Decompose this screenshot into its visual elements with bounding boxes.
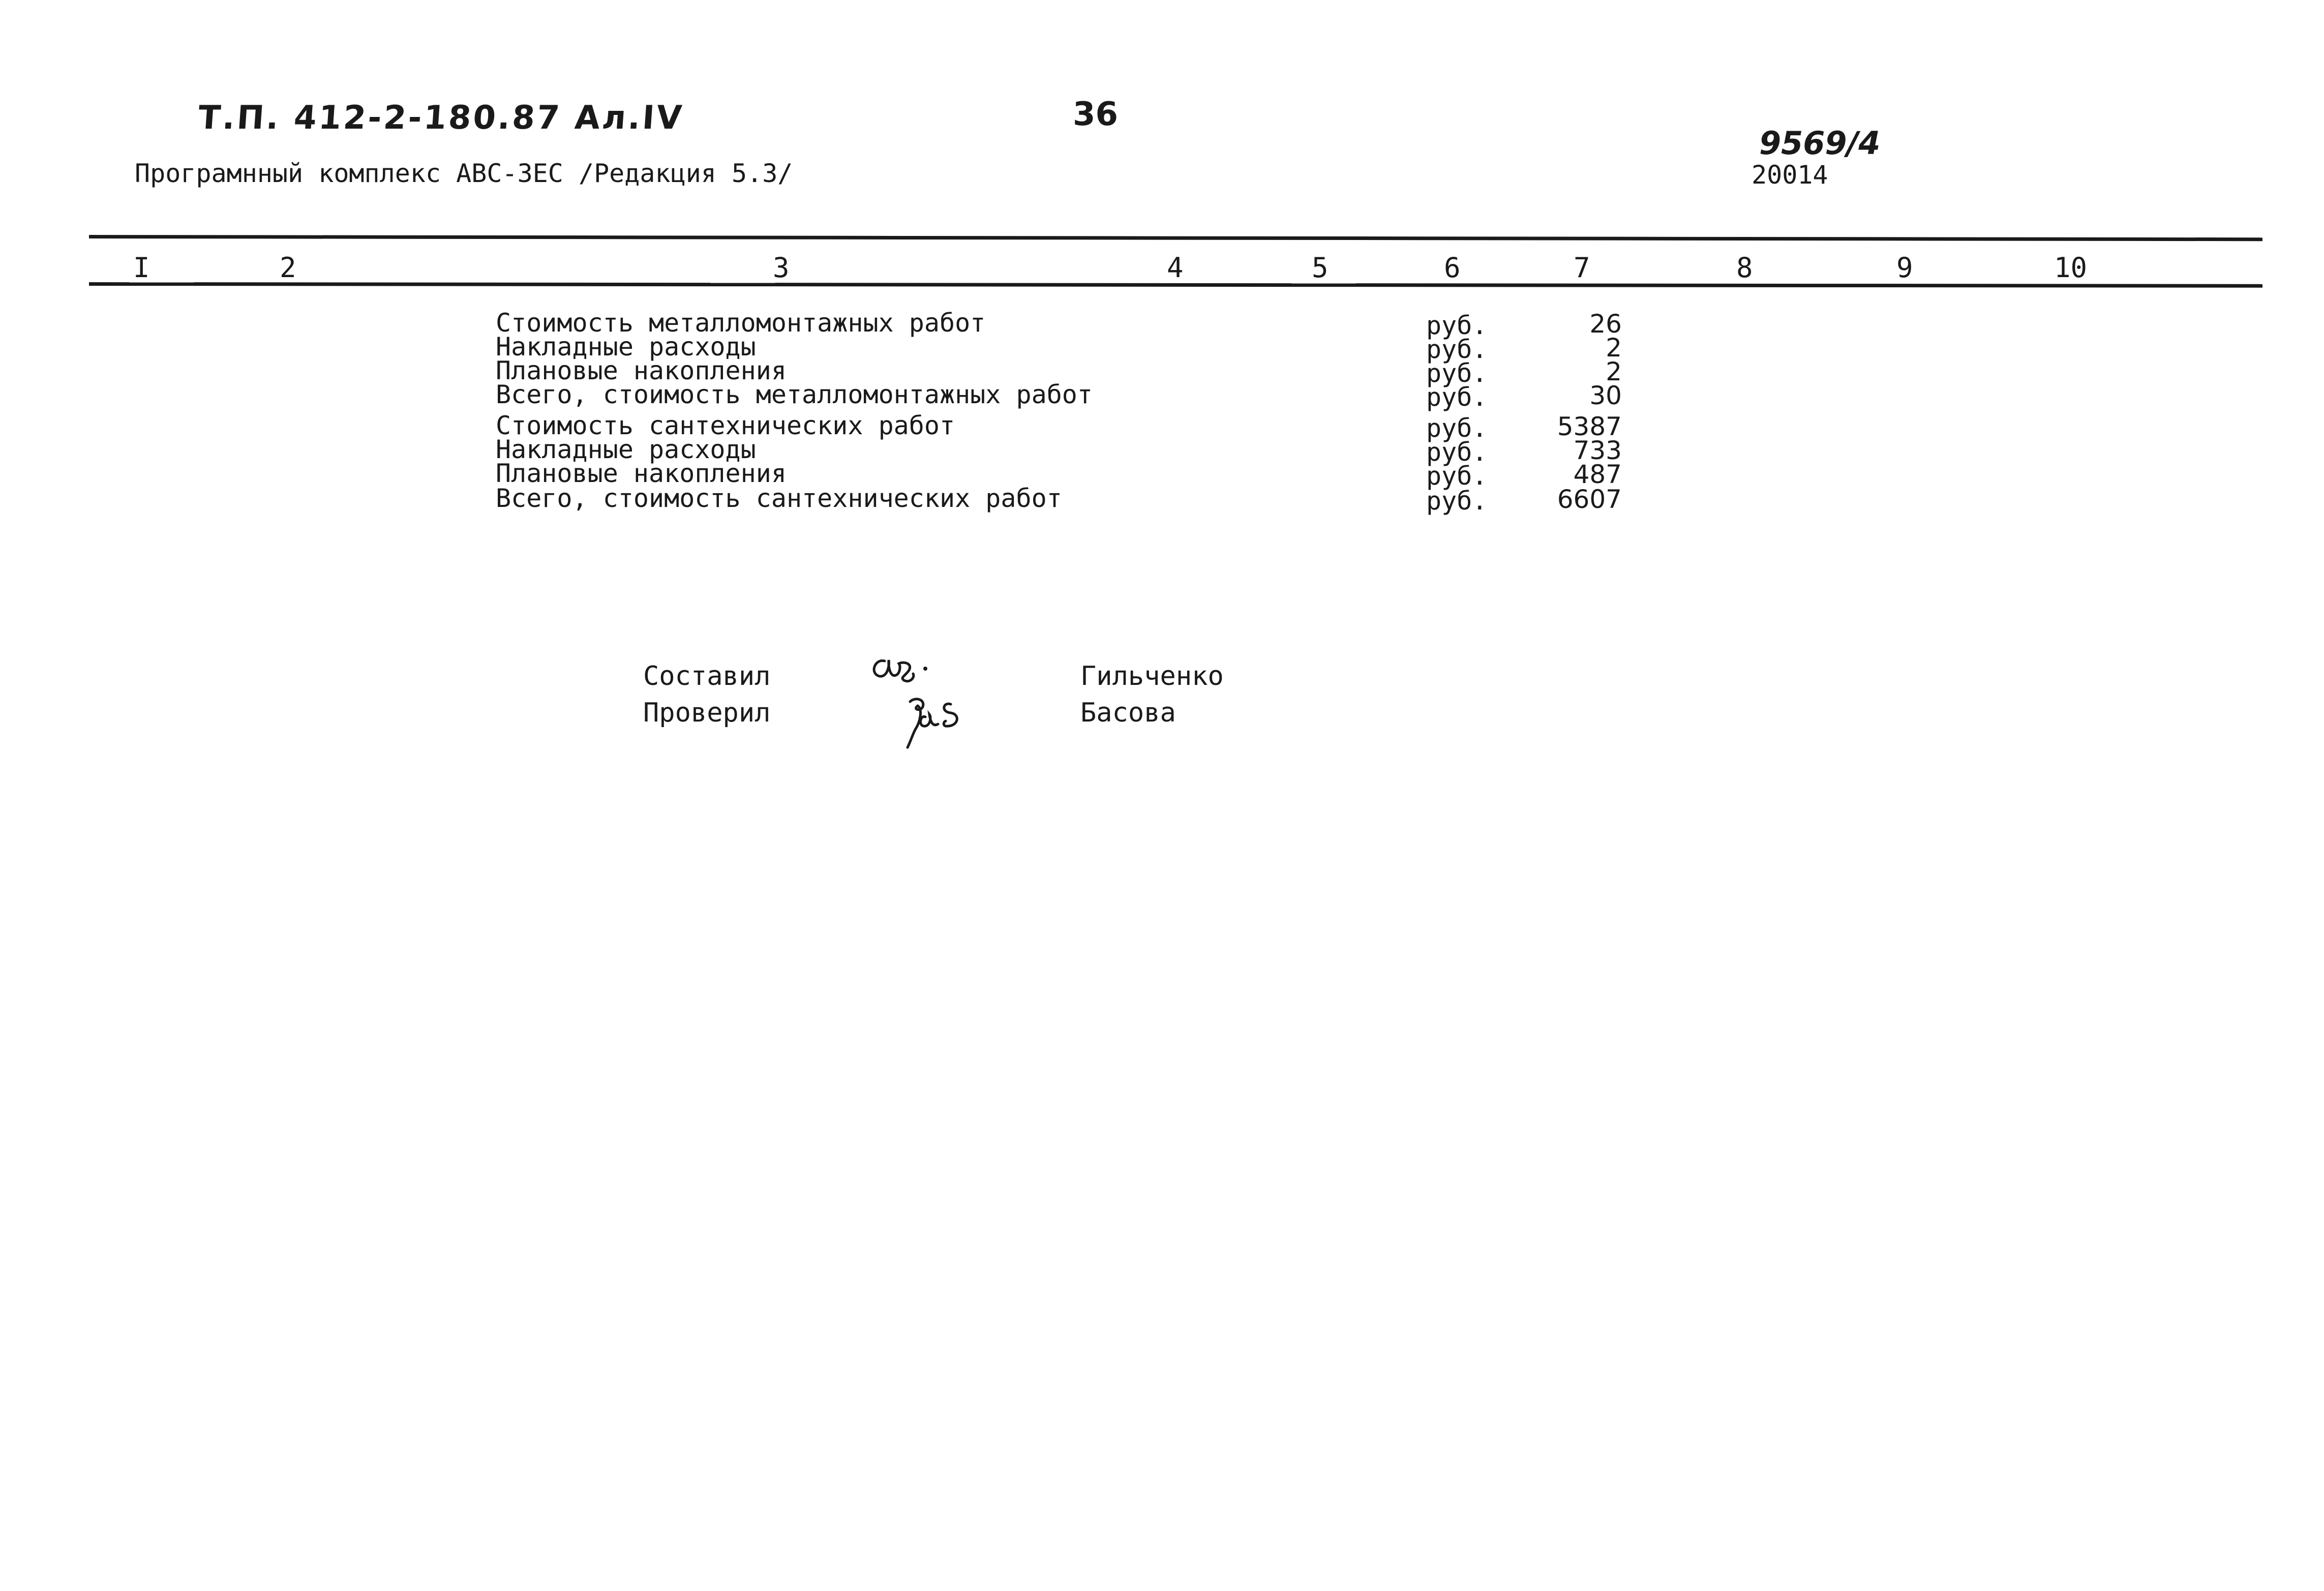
row-label: Стоимость металломонтажных работ <box>496 308 986 338</box>
document-code: Т.П. 412-2-180.87 Ал.IV <box>197 99 685 137</box>
column-number-4: 4 <box>1167 252 1184 284</box>
row-value: 26 <box>1589 309 1622 339</box>
row-value: 2 <box>1606 333 1622 363</box>
row-unit: руб. <box>1426 382 1488 412</box>
archive-sub-number: 20014 <box>1752 160 1828 190</box>
row-unit: руб. <box>1426 311 1488 340</box>
column-number-10: 10 <box>2054 252 2088 284</box>
row-value: 487 <box>1573 460 1622 489</box>
row-value: 5387 <box>1557 412 1622 441</box>
row-value: 733 <box>1573 436 1622 465</box>
row-value: 30 <box>1589 381 1622 410</box>
row-unit: руб. <box>1426 335 1488 364</box>
column-number-5: 5 <box>1312 252 1329 284</box>
column-number-2: 2 <box>280 252 296 284</box>
software-caption: Програмнный комплекс АВС-3ЕС /Редакция 5.3/ <box>135 159 793 188</box>
row-label: Стоимость сантехнических работ <box>496 411 955 440</box>
row-unit: руб. <box>1426 437 1488 467</box>
row-label: Всего, стоимость сантехнических работ <box>496 484 1062 513</box>
signature-name-checked: Басова <box>1080 698 1176 728</box>
row-unit: руб. <box>1426 461 1488 491</box>
row-label: Всего, стоимость металломонтажных работ <box>496 380 1093 409</box>
row-unit: руб. <box>1426 486 1488 516</box>
handwritten-signature-checker <box>895 686 997 753</box>
table-top-rule <box>89 235 2262 241</box>
column-number-8: 8 <box>1736 252 1753 284</box>
row-label: Накладные расходы <box>496 332 756 362</box>
archive-number: 9569/4 <box>1759 125 1881 162</box>
column-number-3: 3 <box>773 252 790 284</box>
column-number-6: 6 <box>1444 252 1461 284</box>
column-number-9: 9 <box>1896 252 1913 284</box>
column-number-7: 7 <box>1574 252 1590 284</box>
row-label: Плановые накопления <box>496 356 787 385</box>
handwritten-signature-compiler <box>864 646 956 692</box>
row-unit: руб. <box>1426 413 1488 443</box>
row-value: 2 <box>1606 357 1622 386</box>
row-value: 6607 <box>1557 485 1622 514</box>
row-label: Накладные расходы <box>496 435 756 464</box>
column-number-1: I <box>133 252 150 284</box>
signature-role-compiled: Составил <box>643 661 771 692</box>
row-unit: руб. <box>1426 358 1488 388</box>
signature-role-checked: Проверил <box>643 698 771 728</box>
page-number: 36 <box>1073 96 1119 133</box>
signature-name-compiled: Гильченко <box>1080 661 1224 692</box>
row-label: Плановые накопления <box>496 459 787 488</box>
